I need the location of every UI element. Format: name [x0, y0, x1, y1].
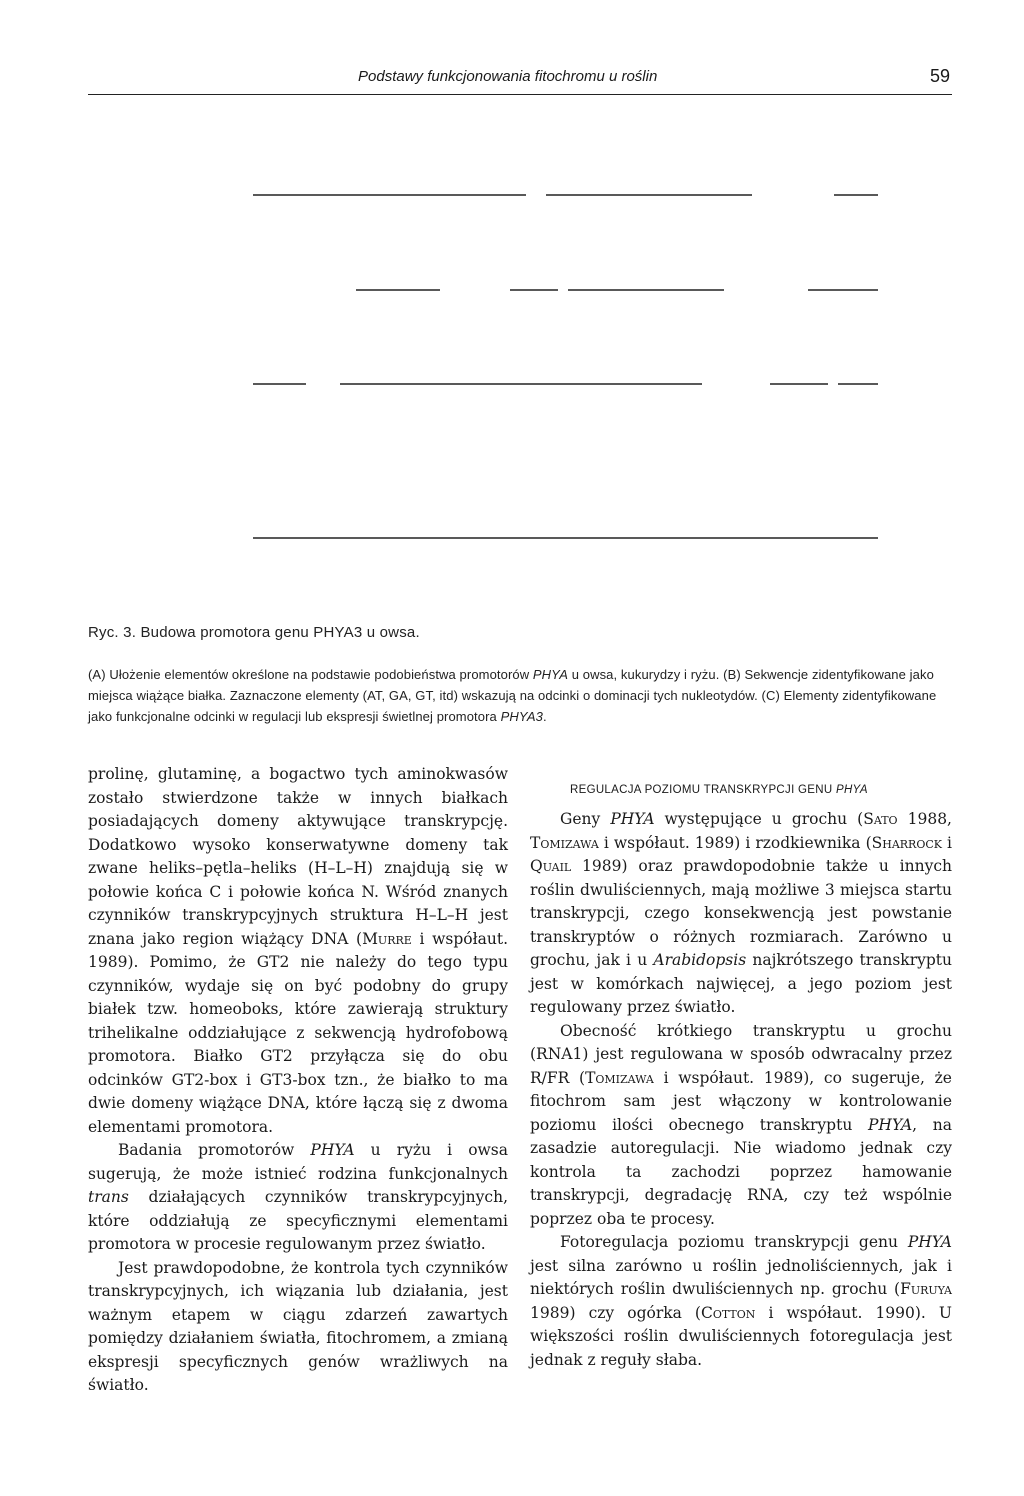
page-number: 59 [929, 66, 950, 86]
left-paragraph-2: Badania promotorów PHYA u ryżu i owsa sugerują, że może istnieć rodzina funkcjonalnych trans działających czynników transkrypcyjnych, które oddziałują ze specyficznymi elementami promotora w procesie regulowanym przez światło. [88, 1141, 508, 1253]
right-paragraph-2: Obecność krótkiego transkryptu u grochu (RNA1) jest regulowana w sposób odwracalny przez R/FR (Tomizawa i współaut. 1989), co sugeruje, że fitochrom sam jest włączony w kontrolowanie poziomu ilości obecnego transkryptu PHYA, na zasadzie autoregulacji. Nie wiadomo jednak czy kontrola ta zachodzi poprzez hamowanie transkrypcji, degradację RNA, czy też wspólnie poprzez oba te procesy. [530, 1021, 953, 1228]
running-header [88, 66, 952, 95]
right-column [530, 763, 952, 1372]
figure-caption-body: (A) Ułożenie elementów określone na podstawie podobieństwa promotorów PHYA u owsa, kukurydzy i ryżu. (B) Sekwencje zidentyfikowane jako miejsca wiążące białka. Zaznaczone elementy (AT, GA, GT, itd) wskazują na odcinki o dominacji tych nukleotydów. (C) Elementy zidentyfikowane jako funkcjonalne odcinki w regulacji lub ekspresji świetlnej promotora PHYA3. [88, 667, 937, 724]
left-column [88, 763, 508, 1398]
running-title: Podstawy funkcjonowania fitochromu u roślin [358, 68, 658, 85]
promoter-figure [88, 160, 952, 560]
caption-title-text: Ryc. 3. Budowa promotora genu PHYA3 u owsa. [88, 624, 420, 641]
right-paragraph-1: Geny PHYA występujące u grochu (Sato 1988, Tomizawa i współaut. 1989) i rzodkiewnika (Sharrock i Quail 1989) oraz prawdopodobnie także u innych roślin dwuliściennych, mają możliwe 3 miejsca startu transkrypcji, czego konsekwencją jest powstanie transkryptów o różnych rozmiarach. Zarówno u grochu, jak i u Arabidopsis najkrótszego transkryptu jest w komórkach najwięcej, a jego poziom jest regulowany przez światło. [530, 810, 953, 1016]
left-paragraph-1: prolinę, glutaminę, a bogactwo tych aminokwasów zostało stwierdzone także w innych białkach posiadających domeny aktywujące transkrypcję. Dodatkowo wysoko konserwatywne domeny tak zwane heliks–pętla–heliks (H–L–H) znajdują się w połowie końca C i połowie końca N. Wśród znanych czynników transkrypcyjnych struktura H–L–H jest znana jako region wiążący DNA (Murre i współaut. 1989). Pomimo, że GT2 nie należy do tego typu czynników, wydaje się on być podobny do grupy białek tzw. homeoboks, które zawierają struktury trihelikalne oddziałujące z sekwencją hydrofobową promotora. Białko GT2 przyłącza się do obu odcinków GT2-box i GT3-box tzn., że białko to ma dwie domeny wiążące DNA, które łączą się z dwoma elementami promotora. [88, 765, 508, 1136]
right-column-paragraphs [530, 808, 952, 1372]
promoter-diagram [88, 160, 952, 560]
section-heading: REGULACJA POZIOMU TRANSKRYPCJI GENU PHYA [570, 784, 868, 796]
right-paragraph-3: Fotoregulacja poziomu transkrypcji genu PHYA jest silna zarówno u roślin jednoliściennych, jak i niektórych roślin dwuliściennych np. grochu (Furuya 1989) czy ogórka (Cotton i współaut. 1990). U większości roślin dwuliściennych fotoregulacja jest jednak z reguły słaba. [530, 1233, 952, 1369]
figure-caption-title [88, 624, 958, 641]
left-paragraph-3: Jest prawdopodobne, że kontrola tych czynników transkrypcyjnych, ich wiązania lub działania, jest ważnym etapem w ciągu zdarzeń zawartych pomiędzy działaniem światła, fitochromem, a zmianą ekspresji specyficznych genów wrażliwych na światło. [88, 1258, 508, 1394]
